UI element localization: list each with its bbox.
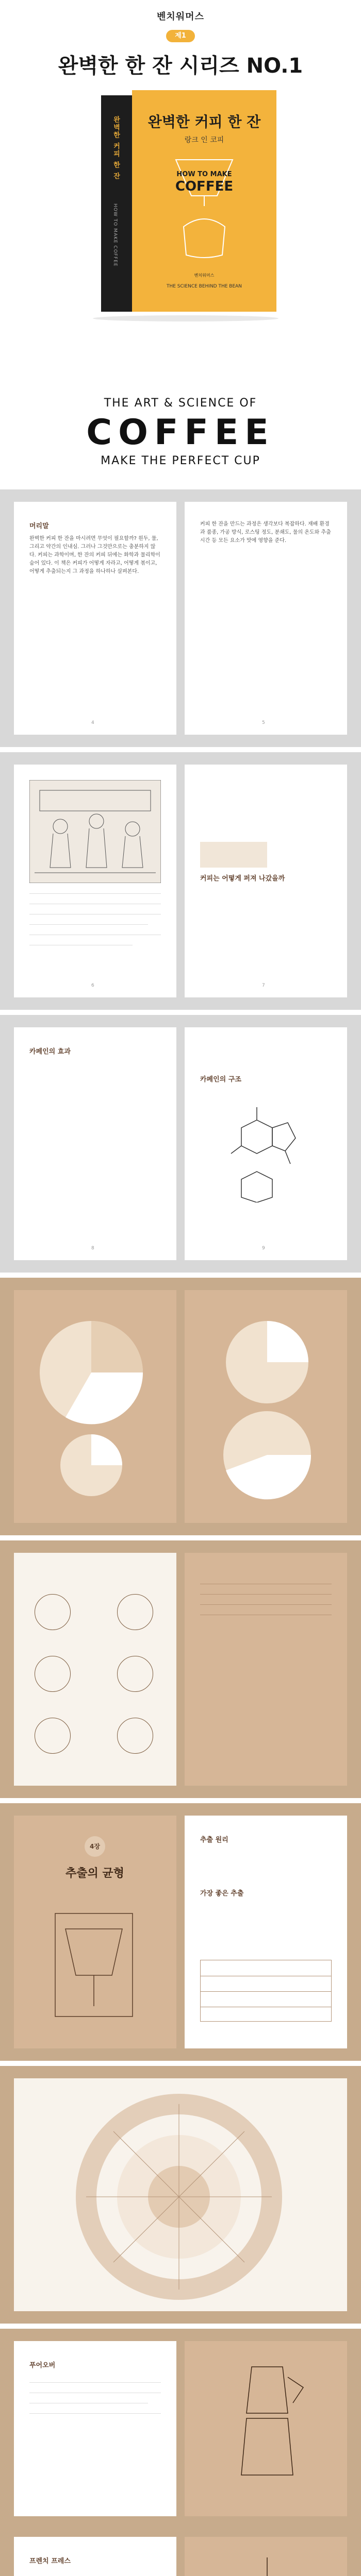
pie-chart-right: [195, 1311, 337, 1506]
pie-chart-left: [24, 1311, 166, 1506]
chapter-number: 4장: [85, 1836, 105, 1857]
spread-8-left-page: [14, 2537, 176, 2576]
right-heading: 카페인의 구조: [200, 1076, 241, 1083]
hero-section: [0, 0, 361, 371]
flavor-wheel-page: [14, 2078, 347, 2311]
chapter-title: 추출의 균형: [65, 1867, 124, 1880]
left-heading: 카페인의 효과: [29, 1048, 71, 1056]
flavor-wheel-diagram: [45, 2089, 313, 2305]
headline-cup: MAKE THE PERFECT CUP: [101, 454, 260, 467]
left-heading: 머리말: [29, 522, 49, 530]
left-pageno: 8: [91, 1246, 94, 1251]
spread-2-left-page: [14, 765, 176, 997]
ornament: [35, 1656, 71, 1692]
spread-5-left-page: [14, 1816, 176, 2048]
book-cover-image: [101, 90, 276, 312]
right-body: 커피 한 잔을 만드는 과정은 생각보다 복잡하다. 재배 환경과 품종, 가공 방식, 로스팅 정도, 분쇄도, 물의 온도와 추출 시간 등 모든 요소가 맛에 영향을 준다.: [200, 521, 331, 544]
spread-6: [0, 2066, 361, 2324]
left-heading: 푸어오버: [29, 2362, 56, 2369]
spread-2: [0, 752, 361, 1010]
ornament-page: [14, 1553, 176, 1786]
spine-title: 완벽한 커피 한 잔: [112, 116, 120, 180]
spread-3-right-page: [185, 1027, 347, 1260]
quote-box: [200, 842, 267, 868]
spread-5: [0, 1803, 361, 2061]
left-body: 완벽한 커피 한 잔을 마시려면 무엇이 필요할까? 원두, 물, 그리고 약간의 인내심. 그러나 그것만으로는 충분하지 않다. 커피는 과학이며, 한 잔의 커피 뒤에는 화학과 물리학이 숨어 있다. 이 책은 커피가 어떻게 자라고, 어떻게 볶이고, 어떻게 추출되는지 그 과정을 하나하나 살펴본다.: [29, 536, 160, 574]
divider: [29, 924, 148, 925]
coffee-dripper-illustration: [155, 149, 253, 268]
right-heading: 추출 원리: [200, 1836, 228, 1844]
cover-bottom-text: THE SCIENCE BEHIND THE BEAN: [166, 284, 242, 289]
right-pageno: 7: [262, 983, 265, 988]
series-pill: 제1: [166, 30, 195, 42]
ornament: [35, 1594, 71, 1630]
ornament: [35, 1718, 71, 1754]
ornament: [117, 1718, 153, 1754]
divider: [200, 1604, 332, 1605]
spread-4: [0, 1278, 361, 1535]
svg-text:HOW TO MAKE: HOW TO MAKE: [176, 171, 232, 178]
divider: [29, 893, 161, 894]
divider: [29, 2413, 161, 2414]
left-pageno: 4: [91, 720, 94, 725]
spread-5-right-page: [185, 1816, 347, 2048]
divider: [200, 1594, 332, 1595]
right-heading: 커피는 어떻게 퍼져 나갔을까: [200, 875, 285, 883]
spread-8-right-page: [185, 2537, 347, 2576]
left-pageno: 6: [91, 983, 94, 988]
spread-2-right-page: [185, 765, 347, 997]
extraction-illustration: [35, 1898, 156, 2032]
spread-1: [0, 489, 361, 747]
spread-3: [0, 1015, 361, 1273]
headline-art: THE ART & SCIENCE OF: [104, 397, 257, 410]
book-front-cover: [132, 90, 276, 312]
headline-coffee: COFFEE: [86, 412, 275, 453]
book-shadow: [93, 315, 278, 321]
spread-ornaments: [0, 1540, 361, 1798]
spread-1-right-page: [185, 502, 347, 735]
cover-subtitle: 랑크 인 코피: [184, 136, 224, 144]
left-heading: 프렌치 프레스: [29, 2557, 71, 2565]
moka-pot-illustration: [216, 2357, 319, 2506]
ornament: [117, 1594, 153, 1630]
historic-engraving-illustration: [29, 780, 161, 883]
spread-7: [0, 2329, 361, 2524]
french-press-illustration: [205, 2552, 329, 2576]
right-heading-2: 가장 좋은 추출: [200, 1890, 244, 1897]
book-spine: [101, 95, 132, 312]
spread-4-left-page: [14, 1290, 176, 1523]
spread-1-left-page: [14, 502, 176, 735]
cover-title: 완벽한 커피 한 잔: [147, 113, 261, 130]
data-table: [200, 1960, 332, 2022]
spread-8: [0, 2524, 361, 2576]
spread-7-left-page: [14, 2341, 176, 2516]
caffeine-molecule-diagram: [226, 1099, 308, 1202]
cover-publisher-mark: 벤치워머스: [194, 273, 215, 278]
spread-4-right-page: [185, 1290, 347, 1523]
right-pageno: 9: [262, 1246, 265, 1251]
spread-3-left-page: [14, 1027, 176, 1260]
svg-text:COFFEE: COFFEE: [175, 179, 234, 194]
spread-7-right-page: [185, 2341, 347, 2516]
publisher-name: 벤치워머스: [157, 11, 204, 22]
spine-series: HOW TO MAKE COFFEE: [112, 204, 118, 267]
ornament: [117, 1656, 153, 1692]
divider: [29, 2382, 161, 2383]
text-page-tan: [185, 1553, 347, 1786]
right-pageno: 5: [262, 720, 265, 725]
series-title: 완벽한 한 잔 시리즈 NO.1: [58, 54, 303, 78]
